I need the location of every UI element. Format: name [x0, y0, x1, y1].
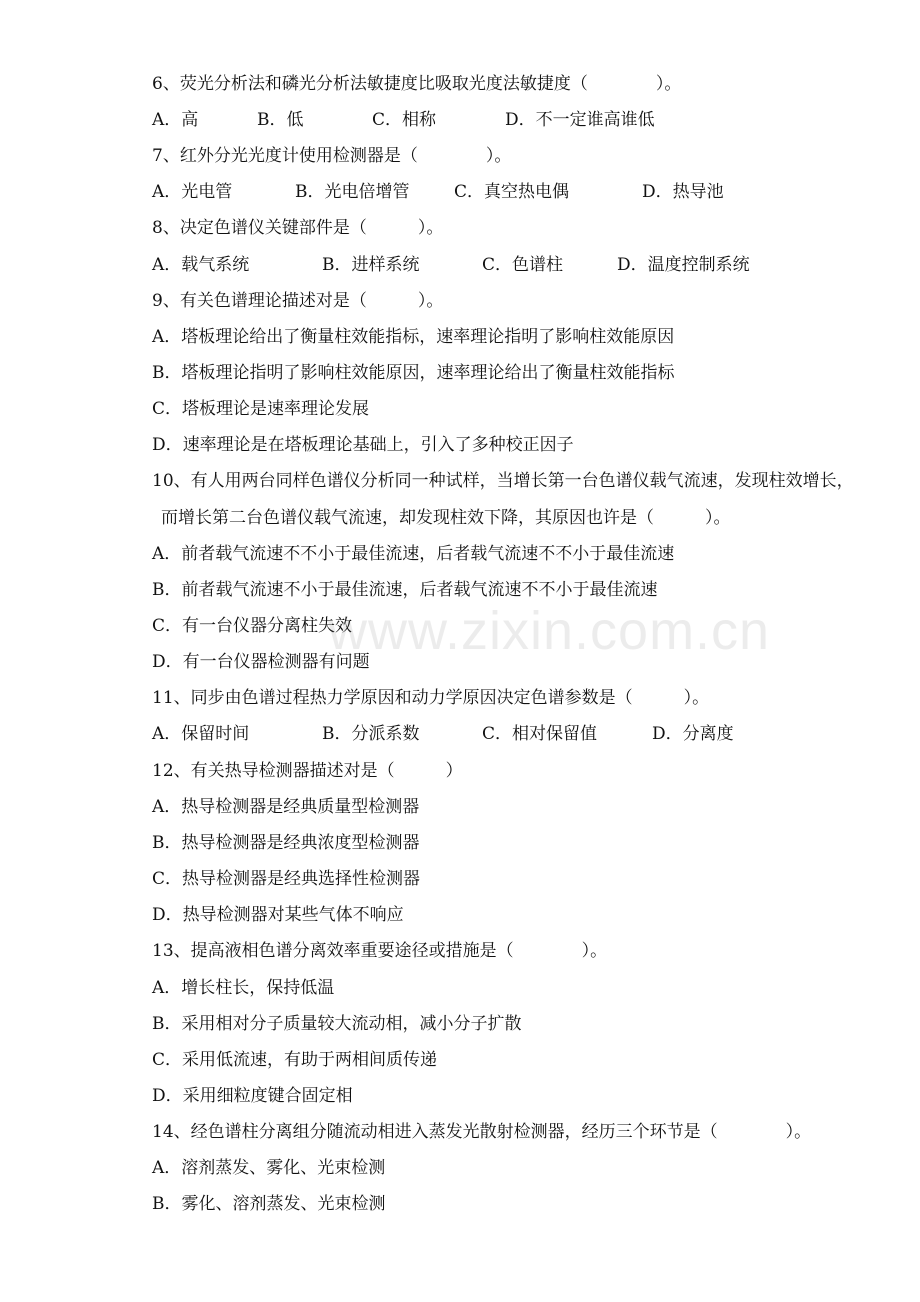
question-13-stem: 13、提高液相色谱分离效率重要途径或措施是（ ）。 [152, 941, 608, 961]
question-10-option-d: D．有一台仪器检测器有问题 [152, 652, 370, 672]
question-14-option-a: A．溶剂蒸发、雾化、光束检测 [152, 1158, 386, 1178]
option-d: D．热导池 [642, 182, 724, 202]
option-d: D．不一定谁高谁低 [505, 110, 655, 130]
option-b: B．分派系数 [322, 724, 420, 744]
question-9-option-a: A．塔板理论给出了衡量柱效能指标，速率理论指明了影响柱效能原因 [152, 327, 675, 347]
question-13-option-b: B．采用相对分子质量较大流动相，减小分子扩散 [152, 1014, 522, 1034]
question-10-stem-line-2: 而增长第二台色谱仪载气流速，却发现柱效下降，其原因也许是（ ）。 [161, 508, 731, 528]
question-10-option-a: A．前者载气流速不不小于最佳流速，后者载气流速不不小于最佳流速 [152, 544, 675, 564]
question-12-stem: 12、有关热导检测器描述对是（ ） [152, 761, 463, 781]
question-12-option-a: A．热导检测器是经典质量型检测器 [152, 797, 420, 817]
option-c: C．相称 [372, 110, 437, 130]
question-10-option-c: C．有一台仪器分离柱失效 [152, 616, 353, 636]
option-a: A．高 [152, 110, 199, 130]
question-9-stem: 9、有关色谱理论描述对是（ ）。 [152, 291, 444, 311]
option-c: C．相对保留值 [482, 724, 598, 744]
option-d: D．分离度 [652, 724, 734, 744]
question-12-option-d: D．热导检测器对某些气体不响应 [152, 905, 404, 925]
question-9-option-b: B．塔板理论指明了影响柱效能原因，速率理论给出了衡量柱效能指标 [152, 363, 675, 383]
question-6-stem: 6、荧光分析法和磷光分析法敏捷度比吸取光度法敏捷度（ ）。 [152, 74, 682, 94]
question-13-option-d: D．采用细粒度键合固定相 [152, 1086, 353, 1106]
option-d: D．温度控制系统 [617, 255, 750, 275]
option-a: A．载气系统 [152, 255, 250, 275]
question-10-option-b: B．前者载气流速不小于最佳流速，后者载气流速不不小于最佳流速 [152, 580, 658, 600]
question-10-stem-line-1: 10、有人用两台同样色谱仪分析同一种试样，当增长第一台色谱仪载气流速，发现柱效增长， [152, 471, 854, 491]
question-12-option-c: C．热导检测器是经典选择性检测器 [152, 869, 421, 889]
option-b: B．光电倍增管 [295, 182, 410, 202]
question-13-option-a: A．增长柱长，保持低温 [152, 978, 335, 998]
question-9-option-d: D．速率理论是在塔板理论基础上，引入了多种校正因子 [152, 435, 574, 455]
question-13-option-c: C．采用低流速，有助于两相间质传递 [152, 1050, 438, 1070]
option-c: C．色谱柱 [482, 255, 564, 275]
option-b: B．低 [257, 110, 304, 130]
question-14-stem: 14、经色谱柱分离组分随流动相进入蒸发光散射检测器，经历三个环节是（ ）。 [152, 1122, 812, 1142]
question-12-option-b: B．热导检测器是经典浓度型检测器 [152, 833, 420, 853]
option-a: A．光电管 [152, 182, 233, 202]
question-8-stem: 8、决定色谱仪关键部件是（ ）。 [152, 218, 444, 238]
question-11-stem: 11、同步由色谱过程热力学原因和动力学原因决定色谱参数是（ ）。 [152, 688, 710, 708]
question-14-option-b: B．雾化、溶剂蒸发、光束检测 [152, 1194, 386, 1214]
option-b: B．进样系统 [322, 255, 420, 275]
option-a: A．保留时间 [152, 724, 250, 744]
option-c: C．真空热电偶 [454, 182, 570, 202]
question-7-stem: 7、红外分光光度计使用检测器是（ ）。 [152, 146, 512, 166]
question-9-option-c: C．塔板理论是速率理论发展 [152, 399, 370, 419]
watermark: www.zixin.com.cn [328, 601, 771, 661]
